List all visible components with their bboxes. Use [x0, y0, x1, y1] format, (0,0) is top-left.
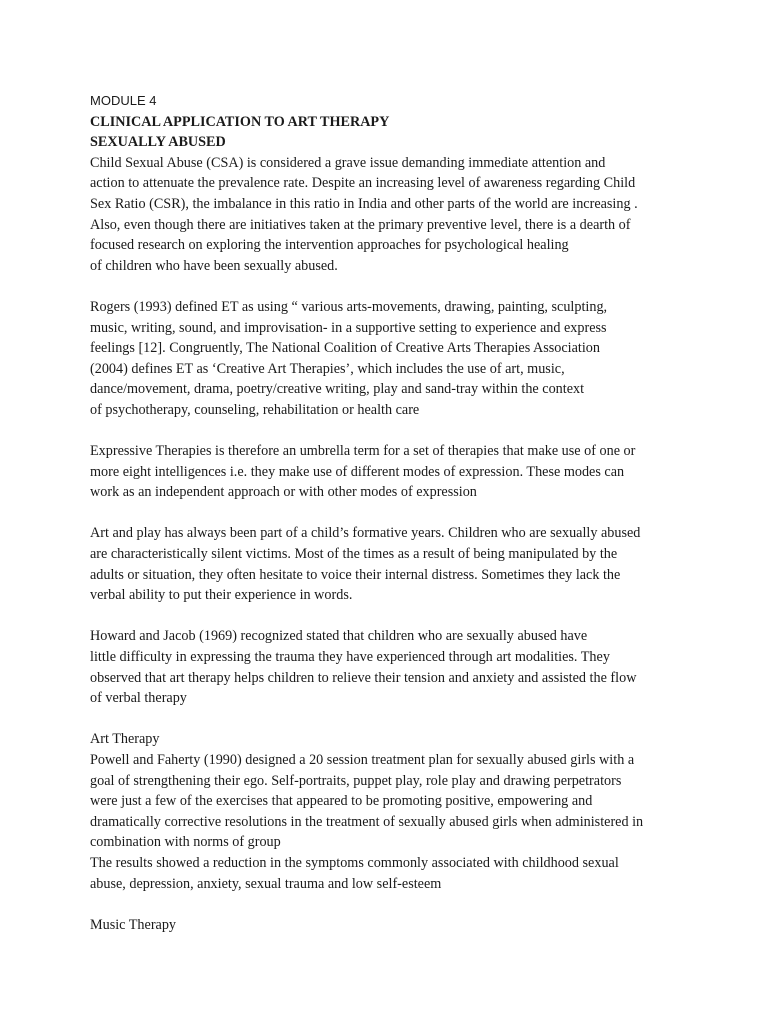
paragraph-line: Child Sexual Abuse (CSA) is considered a grave issue demanding immediate attention and: [90, 154, 606, 171]
paragraph-line: (2004) defines ET as ‘Creative Art Therapies’, which includes the use of art, music,: [90, 360, 565, 377]
paragraph-rogers-definition: [90, 297, 690, 421]
paragraph-line: abuse, depression, anxiety, sexual trauma and low self-esteem: [90, 875, 442, 892]
paragraph-line: action to attenuate the prevalence rate. Despite an increasing level of awareness regarding Child: [90, 175, 636, 192]
paragraph-line: Also, even though there are initiatives taken at the primary preventive level, there is a dearth of: [90, 216, 631, 233]
paragraph-line: of children who have been sexually abused.: [90, 257, 338, 274]
section-heading-art-therapy: Art Therapy: [90, 731, 160, 748]
paragraph-line: Powell and Faherty (1990) designed a 20 session treatment plan for sexually abused girls with a: [90, 752, 635, 768]
paragraph-line: dance/movement, drama, poetry/creative writing, play and sand-tray within the context: [90, 381, 585, 398]
paragraph-expressive-therapies: [90, 441, 690, 503]
paragraph-line: music, writing, sound, and improvisation- in a supportive setting to experience and express: [90, 319, 607, 336]
paragraph-line: goal of strengthening their ego. Self-portraits, puppet play, role play and drawing perpetrators: [90, 772, 622, 789]
paragraph-line: work as an independent approach or with other modes of expression: [90, 484, 477, 501]
paragraph-howard-jacob: [90, 626, 690, 708]
paragraph-csa-intro: [90, 153, 690, 277]
paragraph-line: are characteristically silent victims. Most of the times as a result of being manipulated by the: [90, 546, 618, 563]
paragraph-line: adults or situation, they often hesitate to voice their internal distress. Sometimes they lack the: [90, 566, 621, 583]
paragraph-line: were just a few of the exercises that appeared to be promoting positive, empowering and: [90, 793, 593, 810]
paragraph-line: little difficulty in expressing the trauma they have experienced through art modalities. They: [90, 649, 610, 666]
section-heading-music-therapy: Music Therapy: [90, 916, 177, 933]
paragraph-line: Expressive Therapies is therefore an umbrella term for a set of therapies that make use of one or: [90, 443, 636, 460]
paragraph-line: feelings [12]. Congruently, The National Coalition of Creative Arts Therapies Association: [90, 340, 600, 357]
paragraph-line: focused research on exploring the intervention approaches for psychological healing: [90, 237, 569, 254]
paragraph-line: combination with norms of group: [90, 834, 281, 851]
section-music-therapy: [90, 915, 690, 936]
document-title: CLINICAL APPLICATION TO ART THERAPY: [90, 113, 390, 130]
section-art-therapy: [90, 729, 690, 894]
paragraph-line: more eight intelligences i.e. they make use of different modes of expression. These modes can: [90, 463, 625, 480]
paragraph-line: Howard and Jacob (1969) recognized stated that children who are sexually abused have: [90, 628, 588, 645]
paragraph-line: dramatically corrective resolutions in the treatment of sexually abused girls when administered in: [90, 813, 644, 830]
paragraph-line: of verbal therapy: [90, 690, 187, 707]
module-label: MODULE 4: [90, 93, 157, 108]
paragraph-line: Art and play has always been part of a child’s formative years. Children who are sexually abused: [90, 525, 641, 542]
paragraph-line: Rogers (1993) defined ET as using “ various arts-movements, drawing, painting, sculpting,: [90, 298, 608, 315]
paragraph-art-and-play: [90, 523, 690, 605]
paragraph-line: The results showed a reduction in the symptoms commonly associated with childhood sexual: [90, 854, 619, 871]
paragraph-line: verbal ability to put their experience in words.: [90, 587, 353, 604]
paragraph-line: of psychotherapy, counseling, rehabilitation or health care: [90, 401, 420, 418]
paragraph-line: observed that art therapy helps children to relieve their tension and anxiety and assisted the flow: [90, 669, 637, 686]
document-subtitle: SEXUALLY ABUSED: [90, 134, 226, 151]
document-body: [90, 91, 690, 935]
paragraph-line: Sex Ratio (CSR), the imbalance in this ratio in India and other parts of the world are increasing .: [90, 195, 638, 212]
